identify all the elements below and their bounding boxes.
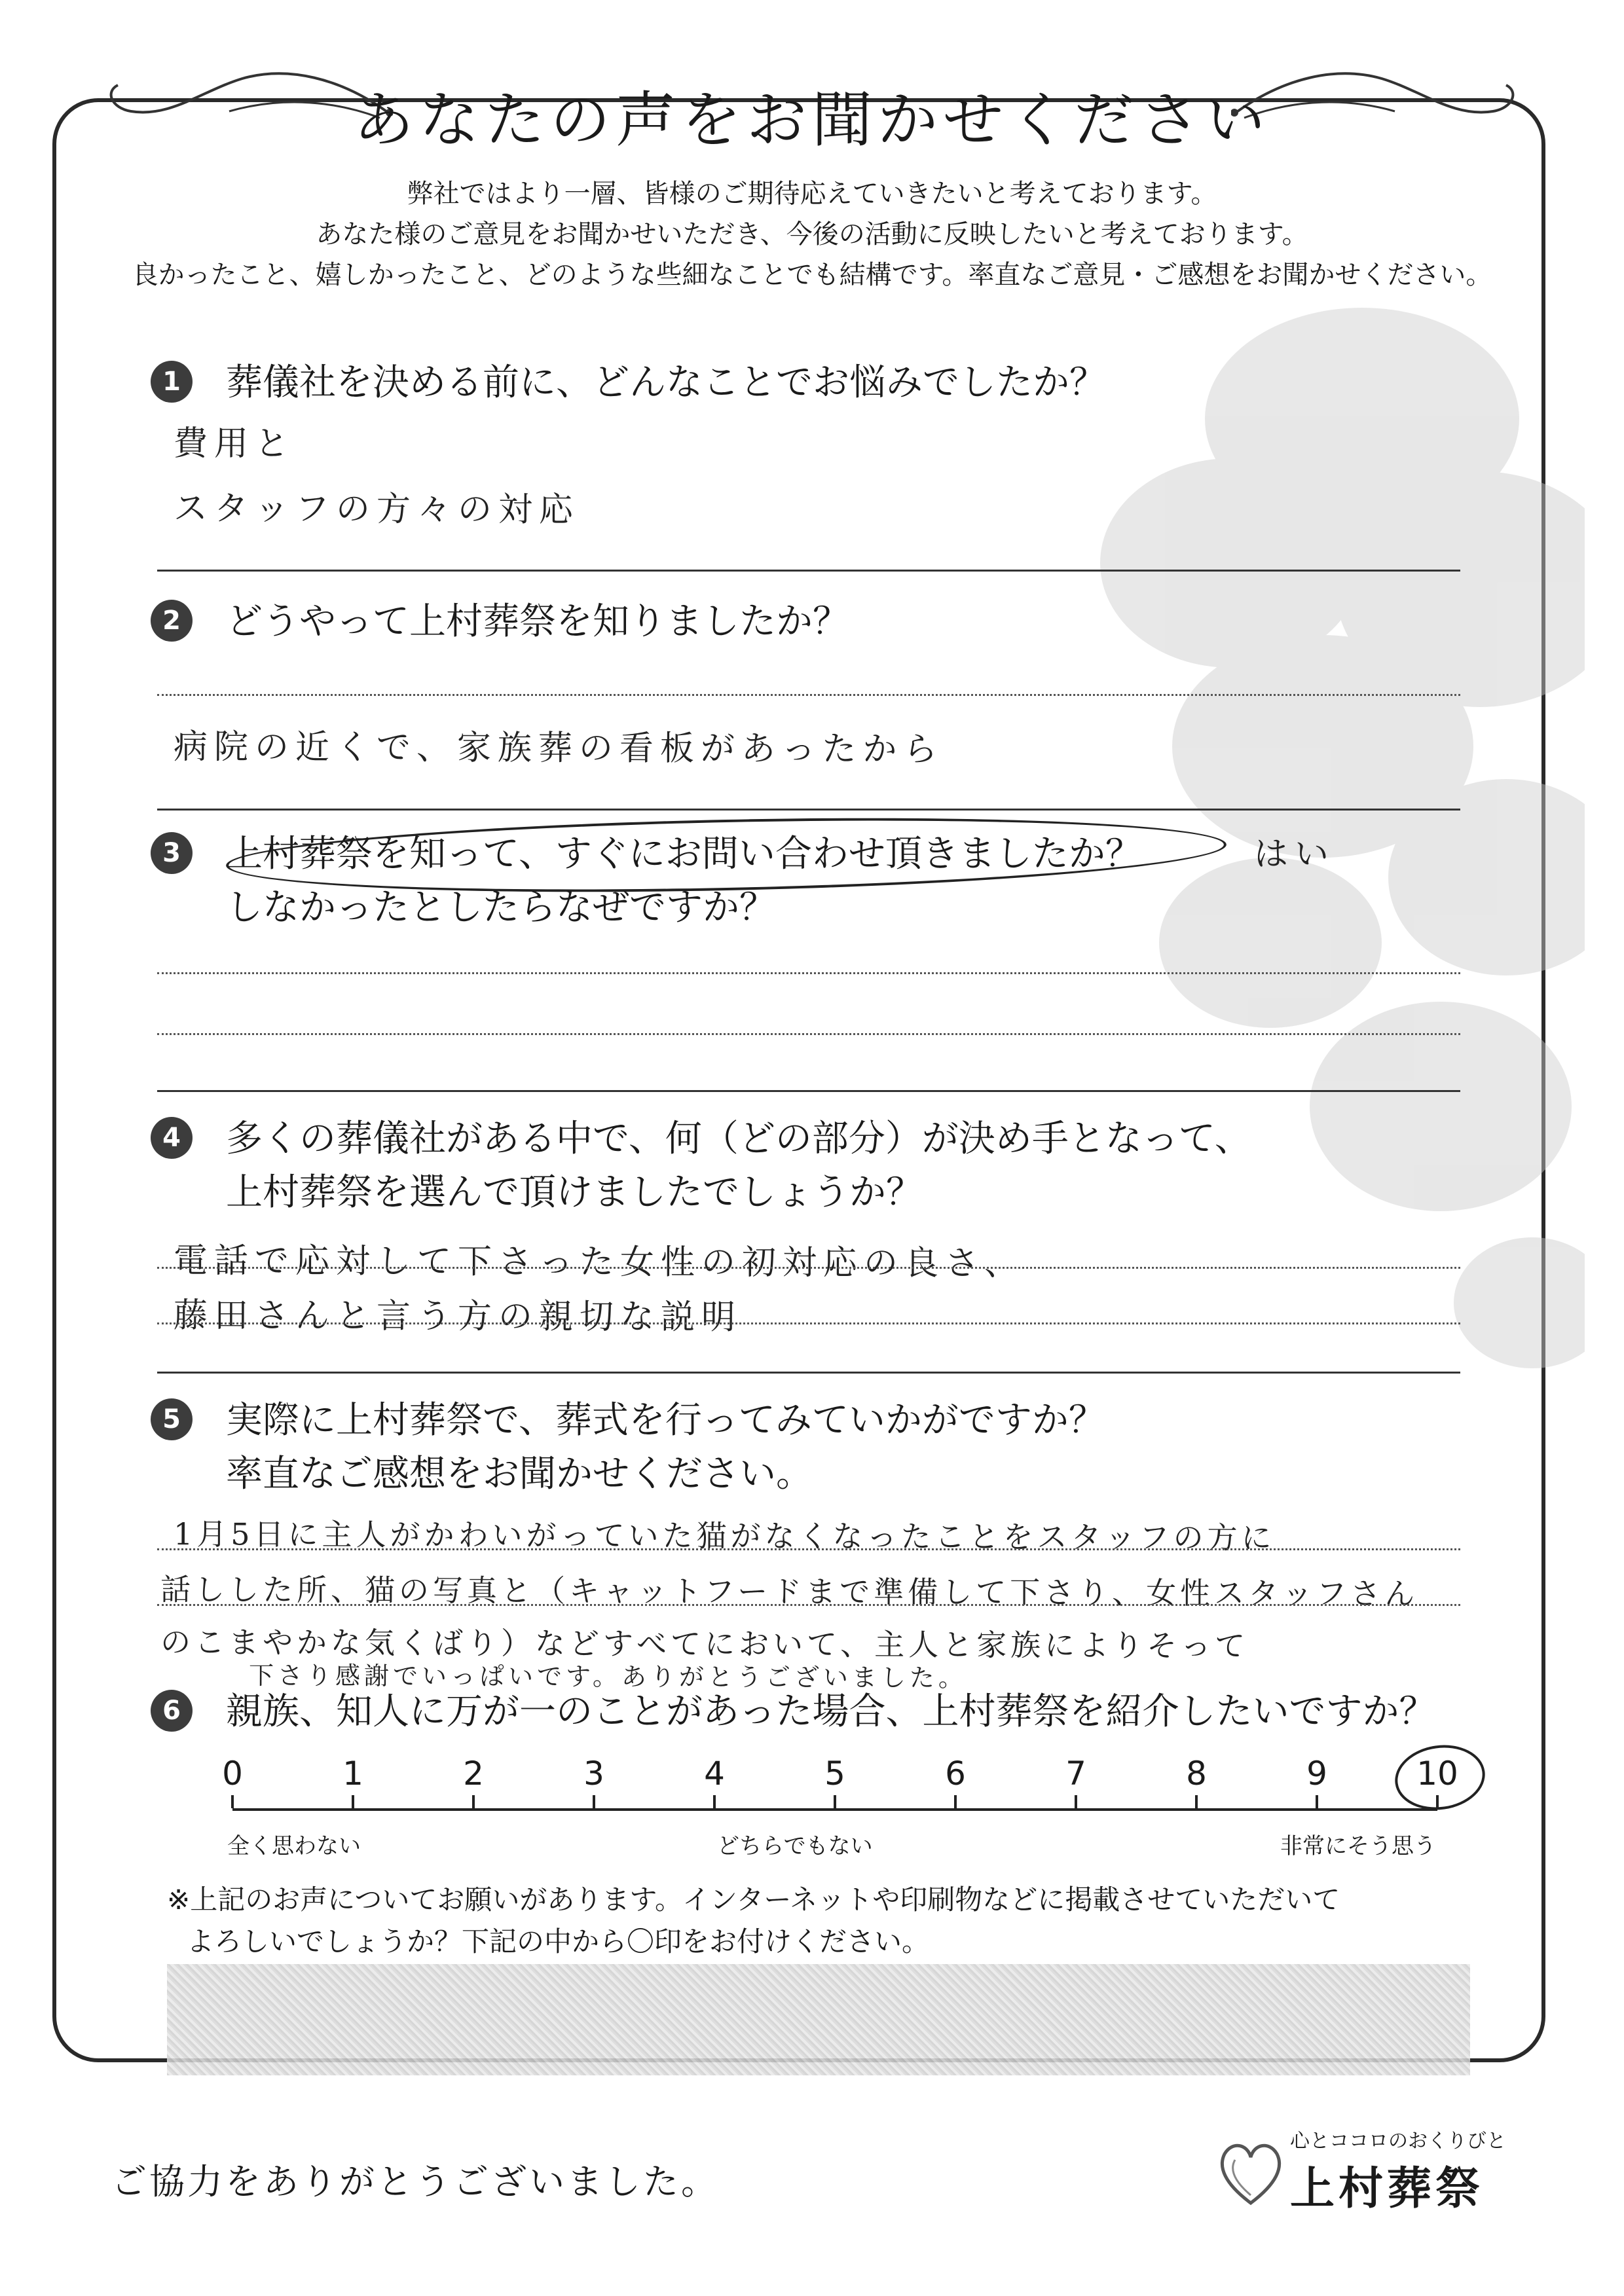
scale-label-left: 全く思わない <box>227 1833 361 1859</box>
scale-tick <box>352 1795 354 1808</box>
answer-guide-dotted <box>157 694 1460 696</box>
scale-tick-label: 0 <box>222 1755 243 1793</box>
publication-consent-note <box>167 1879 1340 1963</box>
question-text: 葬儀社を決める前に、どんなことでお悩みでしたか？ <box>226 361 1106 404</box>
answer-guide-dotted <box>157 1604 1460 1606</box>
question-text: 実際に上村葬祭で、葬式を行ってみていかがですか？ <box>226 1399 1105 1442</box>
answer-rule <box>157 570 1460 572</box>
answer-guide-dotted <box>157 1033 1460 1035</box>
scale-tick-label: 1 <box>342 1755 363 1793</box>
answer-2-line-1: 病院の近くで、家族葬の看板があったから <box>173 727 944 770</box>
answer-3-line-1: はい <box>1253 834 1336 875</box>
company-logo <box>1218 2124 1532 2223</box>
scale-tick <box>472 1795 475 1808</box>
answer-5-line-3: のこまやかな気くばり）などすべてにおいて、主人と家族によりそって <box>160 1624 1249 1664</box>
redacted-consent-area <box>167 1964 1470 2075</box>
scale-tick-label: 2 <box>463 1755 484 1793</box>
answer-guide-dotted <box>157 1322 1460 1324</box>
answer-1-line-1: 費用と <box>173 424 296 464</box>
question-text: しなかったとしたらなぜですか？ <box>226 886 776 929</box>
footer-thanks: ご協力をありがとうございました。 <box>111 2161 719 2202</box>
recommendation-scale <box>222 1755 1458 1886</box>
scale-tick <box>834 1795 836 1808</box>
answer-1-line-2: スタッフの方々の対応 <box>173 488 580 530</box>
scale-tick <box>1075 1795 1077 1808</box>
answer-guide-dotted <box>157 972 1460 974</box>
answer-rule <box>157 1090 1460 1092</box>
scale-label-mid: どちらでもない <box>717 1833 873 1859</box>
heart-icon <box>1218 2138 1283 2210</box>
question-number: 2 <box>151 600 193 642</box>
scale-tick-label: 7 <box>1065 1755 1086 1793</box>
scale-tick <box>1195 1795 1198 1808</box>
question-number: 6 <box>151 1690 193 1732</box>
intro-line: 良かったこと、嬉しかったこと、どのような些細なことでも結構です。率直なご意見・ご感想をお聞かせください。 <box>132 260 1492 290</box>
answer-5-line-2: 話しした所、猫の写真と（キャットフードまで準備して下さり、女性スタッフさん <box>160 1571 1419 1612</box>
answer-rule <box>157 1372 1460 1374</box>
answer-guide-dotted <box>157 1267 1460 1269</box>
question-number: 4 <box>151 1117 193 1159</box>
intro-text <box>0 173 1624 295</box>
scale-tick <box>713 1795 716 1808</box>
intro-line: 弊社ではより一層、皆様のご期待応えていきたいと考えております。 <box>407 179 1217 209</box>
scale-tick-label: 9 <box>1306 1755 1327 1793</box>
scale-tick <box>1316 1795 1318 1808</box>
scale-tick-label: 5 <box>824 1755 845 1793</box>
question-text: 上村葬祭を知って、すぐにお問い合わせ頂きましたか？ <box>226 833 1142 875</box>
scale-tick <box>593 1795 595 1808</box>
scale-label-right: 非常にそう思う <box>1280 1833 1436 1859</box>
logo-tagline: 心とココロのおくりびと <box>1290 2130 1506 2153</box>
answer-4-line-1: 電話で応対して下さった女性の初対応の良さ、 <box>173 1241 1025 1284</box>
scale-tick-label: 3 <box>583 1755 604 1793</box>
answer-5-line-1: 1月5日に主人がかわいがっていた猫がなくなったことをスタッフの方に <box>173 1516 1276 1556</box>
answer-5-line-4: 下さり感謝でいっぱいです。ありがとうございました。 <box>248 1661 968 1692</box>
question-text: どうやって上村葬祭を知りましたか？ <box>226 600 849 643</box>
scale-tick <box>231 1795 234 1808</box>
note-line: ※上記のお声についてお願いがあります。インターネットや印刷物などに掲載させていただいて <box>167 1884 1340 1916</box>
logo-name: 上村葬祭 <box>1290 2163 1485 2215</box>
scale-tick-label: 10 <box>1416 1755 1458 1793</box>
scale-tick <box>954 1795 957 1808</box>
question-text: 率直なご感想をお聞かせください。 <box>226 1453 813 1495</box>
scale-tick-label: 4 <box>704 1755 725 1793</box>
answer-rule <box>157 809 1460 811</box>
scale-tick-label: 6 <box>945 1755 966 1793</box>
question-number: 3 <box>151 832 193 874</box>
question-number: 1 <box>151 361 193 403</box>
question-text: 上村葬祭を選んで頂けましたでしょうか？ <box>226 1171 923 1214</box>
answer-4-line-2: 藤田さんと言う方の親切な説明 <box>173 1296 743 1338</box>
scale-tick-label: 8 <box>1186 1755 1207 1793</box>
question-text: 親族、知人に万が一のことがあった場合、上村葬祭を紹介したいですか？ <box>226 1690 1436 1733</box>
intro-line: あなた様のご意見をお聞かせいただき、今後の活動に反映したいと考えております。 <box>316 219 1308 249</box>
scale-tick <box>1436 1795 1439 1808</box>
page-title: あなたの声をお聞かせください <box>353 85 1270 155</box>
question-number: 5 <box>151 1398 193 1440</box>
question-text: 多くの葬儀社がある中で、何（どの部分）が決め手となって、 <box>226 1118 1251 1160</box>
answer-guide-dotted <box>157 1548 1460 1550</box>
note-line: よろしいでしょうか？下記の中から〇印をお付けください。 <box>187 1925 930 1958</box>
scale-axis <box>232 1808 1437 1811</box>
